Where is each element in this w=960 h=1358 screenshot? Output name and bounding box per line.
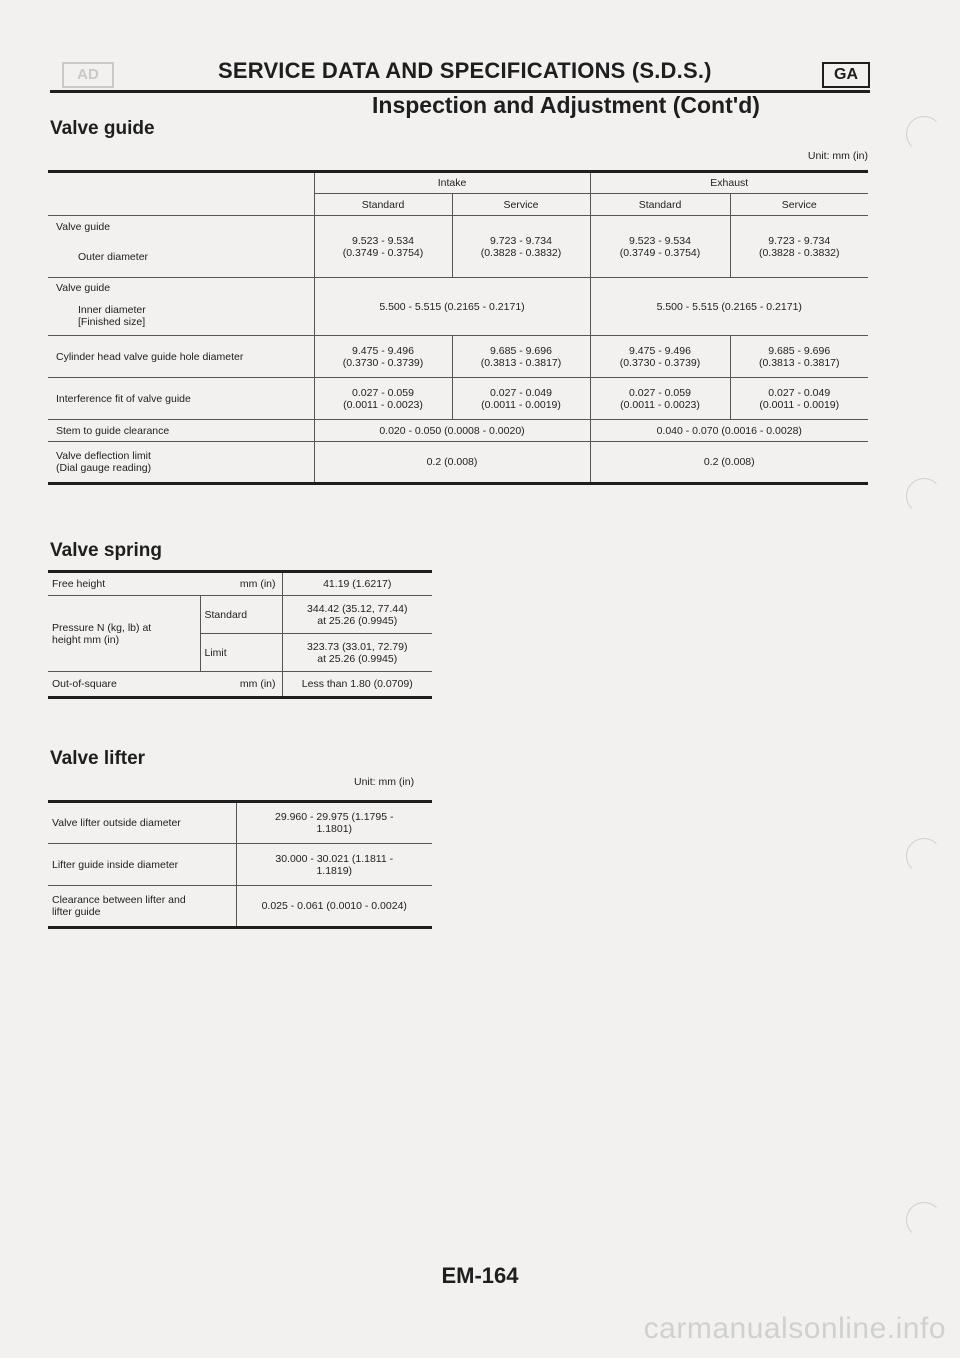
deflection-limit-label: Valve deflection limit (Dial gauge reading) [48, 442, 314, 484]
corner-cell [48, 172, 314, 216]
inner-intake: 5.500 - 5.515 (0.2165 - 0.2171) [314, 278, 590, 336]
fit-exhaust-standard: 0.027 - 0.059 (0.0011 - 0.0023) [590, 378, 730, 420]
lifter-od-label: Valve lifter outside diameter [48, 802, 236, 844]
valve-guide-unit: Unit: mm (in) [807, 150, 868, 162]
lifter-clearance-value: 0.025 - 0.061 (0.0010 - 0.0024) [236, 886, 432, 928]
hole-exhaust-standard: 9.475 - 9.496 (0.3730 - 0.3739) [590, 336, 730, 378]
free-height-unit: mm (in) [239, 578, 276, 590]
inner-exhaust: 5.500 - 5.515 (0.2165 - 0.2171) [590, 278, 868, 336]
out-of-square-unit: mm (in) [239, 678, 276, 690]
outer-group-label: Valve guide [48, 216, 314, 238]
outer-intake-service: 9.723 - 9.734 (0.3828 - 0.3832) [452, 216, 590, 278]
outer-diameter-label: Outer diameter [78, 251, 149, 264]
hole-exhaust-service: 9.685 - 9.696 (0.3813 - 0.3817) [730, 336, 868, 378]
site-watermark[interactable]: carmanualsonline.info [643, 1312, 946, 1345]
valve-guide-title: Valve guide [50, 118, 155, 139]
binder-hole [906, 478, 942, 514]
valve-spring-table [48, 570, 432, 699]
binder-hole [906, 116, 942, 152]
hole-diameter-label: Cylinder head valve guide hole diameter [48, 336, 314, 378]
fit-intake-standard: 0.027 - 0.059 (0.0011 - 0.0023) [314, 378, 452, 420]
page-header [50, 58, 870, 92]
outer-exhaust-service: 9.723 - 9.734 (0.3828 - 0.3832) [730, 216, 868, 278]
col-exhaust-standard: Standard [590, 194, 730, 216]
pressure-standard-value: 344.42 (35.12, 77.44) at 25.26 (0.9945) [282, 596, 432, 634]
hole-intake-service: 9.685 - 9.696 (0.3813 - 0.3817) [452, 336, 590, 378]
deflection-exhaust: 0.2 (0.008) [590, 442, 868, 484]
lifter-clearance-label: Clearance between lifter and lifter guide [48, 886, 236, 928]
pressure-label: Pressure N (kg, lb) at height mm (in) [48, 596, 200, 672]
out-of-square-value: Less than 1.80 (0.0709) [282, 672, 432, 698]
valve-lifter-title: Valve lifter [50, 748, 146, 769]
pressure-limit-value: 323.73 (33.01, 72.79) at 25.26 (0.9945) [282, 634, 432, 672]
valve-lifter-table [48, 800, 432, 929]
inner-diameter-label: Inner diameter [Finished size] [78, 304, 146, 329]
valve-lifter-unit: Unit: mm (in) [354, 776, 415, 788]
stem-clearance-label: Stem to guide clearance [48, 420, 314, 442]
interference-fit-label: Interference fit of valve guide [48, 378, 314, 420]
pressure-standard-label: Standard [200, 596, 282, 634]
section-tag-ga: GA [822, 62, 870, 88]
page-subtitle: Inspection and Adjustment (Cont'd) [372, 92, 760, 118]
stem-clearance-intake: 0.020 - 0.050 (0.0008 - 0.0020) [314, 420, 590, 442]
binder-hole [906, 1202, 942, 1238]
out-of-square-label: Out-of-square [52, 678, 117, 690]
lifter-guide-id-label: Lifter guide inside diameter [48, 844, 236, 886]
free-height-row-label [48, 572, 282, 596]
free-height-label: Free height [52, 578, 106, 590]
lifter-guide-id-value: 30.000 - 30.021 (1.1811 - 1.1819) [236, 844, 432, 886]
outer-intake-standard: 9.523 - 9.534 (0.3749 - 0.3754) [314, 216, 452, 278]
stem-clearance-exhaust: 0.040 - 0.070 (0.0016 - 0.0028) [590, 420, 868, 442]
valve-spring-title: Valve spring [50, 540, 162, 561]
inner-group-label: Valve guide [48, 278, 314, 298]
col-intake-standard: Standard [314, 194, 452, 216]
free-height-value: 41.19 (1.6217) [282, 572, 432, 596]
page-number: EM-164 [441, 1263, 519, 1288]
pressure-limit-label: Limit [200, 634, 282, 672]
outer-exhaust-standard: 9.523 - 9.534 (0.3749 - 0.3754) [590, 216, 730, 278]
col-intake: Intake [314, 172, 590, 194]
page-title: SERVICE DATA AND SPECIFICATIONS (S.D.S.) [218, 58, 712, 83]
lifter-od-value: 29.960 - 29.975 (1.1795 - 1.1801) [236, 802, 432, 844]
col-intake-service: Service [452, 194, 590, 216]
col-exhaust: Exhaust [590, 172, 868, 194]
hole-intake-standard: 9.475 - 9.496 (0.3730 - 0.3739) [314, 336, 452, 378]
valve-guide-table [48, 170, 868, 485]
fit-exhaust-service: 0.027 - 0.049 (0.0011 - 0.0019) [730, 378, 868, 420]
section-tag-ad: AD [62, 62, 114, 88]
deflection-intake: 0.2 (0.008) [314, 442, 590, 484]
fit-intake-service: 0.027 - 0.049 (0.0011 - 0.0019) [452, 378, 590, 420]
col-exhaust-service: Service [730, 194, 868, 216]
out-of-square-row-label [48, 672, 282, 698]
binder-hole [906, 838, 942, 874]
